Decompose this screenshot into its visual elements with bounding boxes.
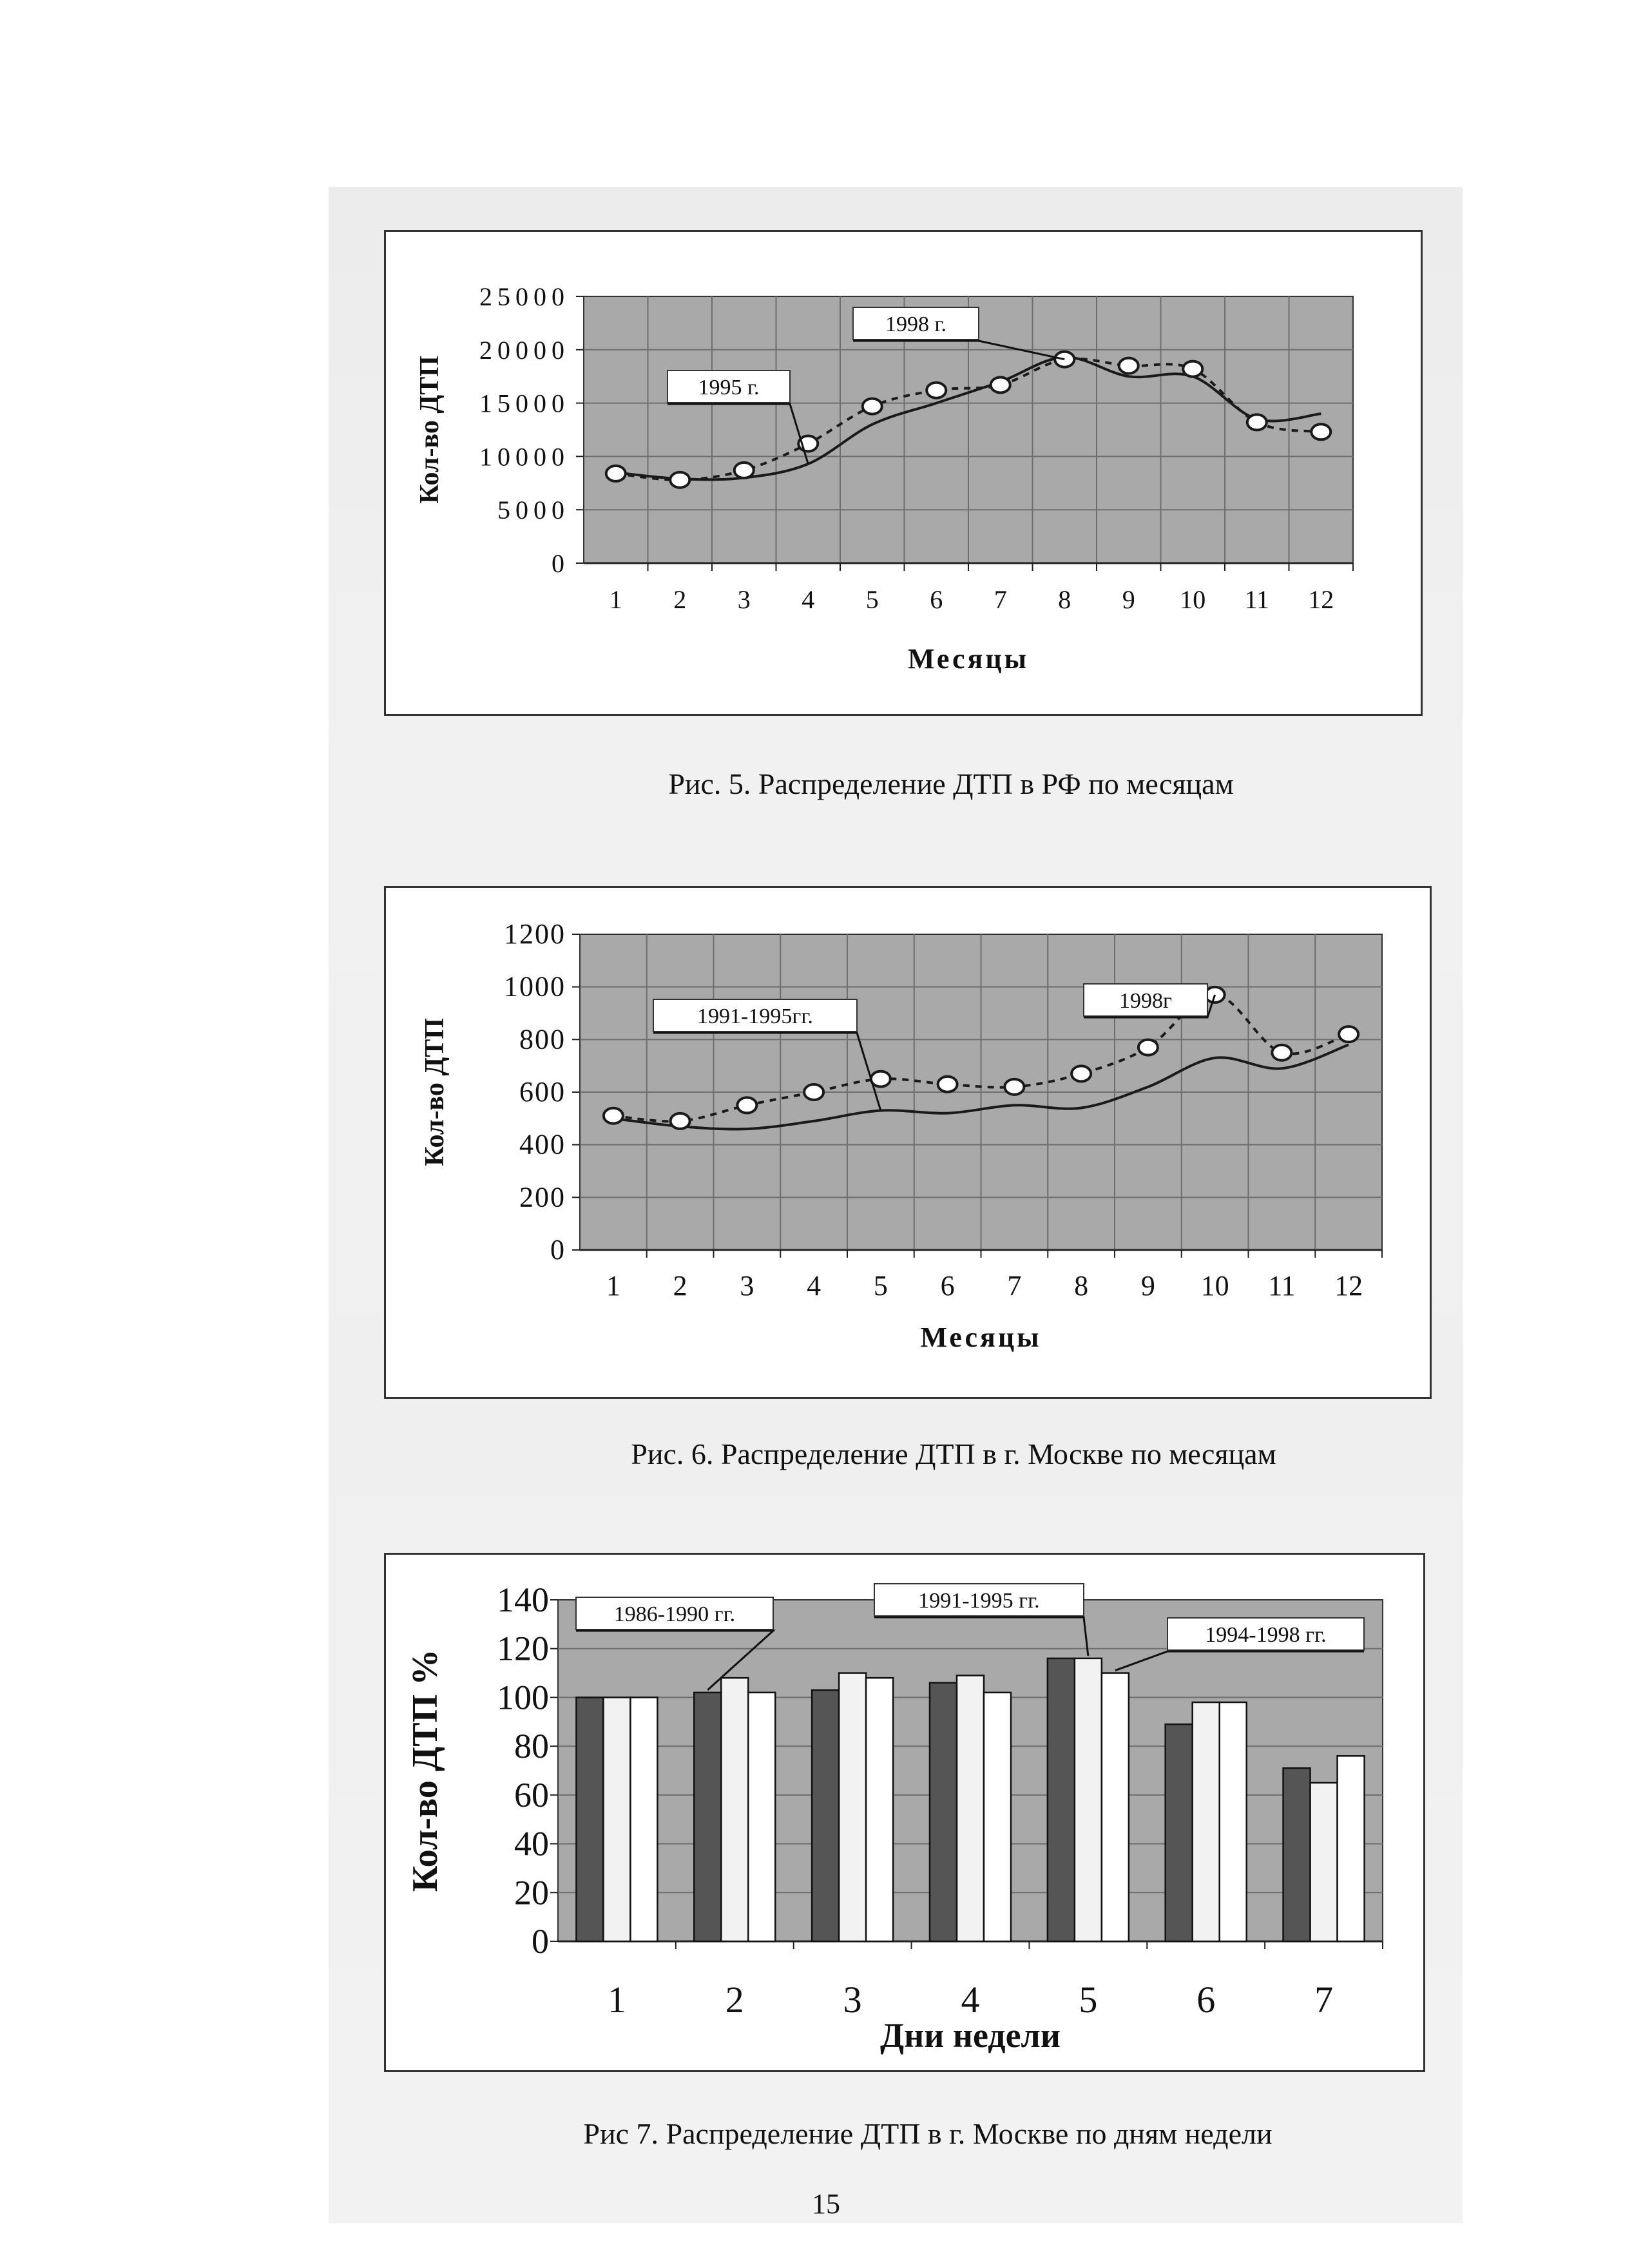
chart2-caption: Рис. 6. Распределение ДТП в г. Москве по месяцам xyxy=(631,1437,1276,1470)
c3-bar-s3 xyxy=(984,1693,1011,1941)
c3-xtick-label: 4 xyxy=(961,1979,980,2021)
c3-ytick-label: 20 xyxy=(514,1873,549,1912)
c1-xtick-label: 6 xyxy=(930,585,943,614)
c2-x-axis-title: Месяцы xyxy=(920,1321,1042,1353)
c1-data-point xyxy=(991,377,1010,392)
c3-bar-s3 xyxy=(866,1678,893,1941)
c3-bar-s1 xyxy=(812,1690,839,1941)
c3-xtick-label: 5 xyxy=(1079,1979,1098,2021)
c1-ytick-label: 10000 xyxy=(479,442,570,472)
c3-bar-s1 xyxy=(1283,1768,1311,1941)
c3-x-axis-title: Дни недели xyxy=(880,2016,1061,2055)
c3-bar-s1 xyxy=(930,1683,957,1941)
c2-legend-label-1: 1991-1995гг. xyxy=(697,1004,813,1028)
c1-legend-label-1: 1995 г. xyxy=(698,376,760,399)
c1-xtick-label: 1 xyxy=(609,585,622,614)
c1-xtick-label: 12 xyxy=(1308,585,1334,614)
c3-xtick-label: 7 xyxy=(1314,1979,1334,2021)
c1-data-point xyxy=(606,466,626,481)
c1-y-axis-title: Кол-во ДТП xyxy=(415,356,445,504)
c2-data-point xyxy=(1071,1066,1091,1081)
c3-bar-s3 xyxy=(1220,1702,1247,1941)
c2-ytick-label: 0 xyxy=(550,1234,566,1265)
c3-bar-s3 xyxy=(1338,1756,1365,1941)
c2-data-point xyxy=(737,1097,756,1113)
c3-xtick-label: 3 xyxy=(843,1979,862,2021)
c1-data-point xyxy=(1183,361,1202,377)
c3-legend-label-3: 1994-1998 гг. xyxy=(1205,1623,1327,1647)
chart-moscow-by-weekday xyxy=(384,1553,1421,2068)
c2-xtick-label: 7 xyxy=(1007,1270,1022,1302)
c1-x-axis-title: Месяцы xyxy=(907,643,1030,675)
c2-ytick-label: 400 xyxy=(519,1128,566,1160)
c3-bar-s2 xyxy=(957,1675,984,1941)
c3-ytick-label: 40 xyxy=(514,1824,549,1863)
c3-legend-label-1: 1986-1990 гг. xyxy=(613,1602,736,1626)
c3-legend-label-2: 1991-1995 гг. xyxy=(918,1589,1040,1613)
c2-data-point xyxy=(938,1077,957,1092)
c2-data-point xyxy=(604,1108,623,1124)
c1-xtick-label: 10 xyxy=(1180,585,1206,614)
c3-ytick-label: 60 xyxy=(514,1775,549,1814)
c1-ytick-label: 25000 xyxy=(479,282,570,311)
c3-bar-s3 xyxy=(1102,1673,1129,1941)
c3-bar-s1 xyxy=(1166,1724,1193,1941)
c2-ytick-label: 1000 xyxy=(504,970,566,1003)
page-number: 15 xyxy=(812,2188,840,2220)
c1-data-point xyxy=(927,383,946,398)
c3-ytick-label: 120 xyxy=(497,1629,549,1668)
c1-ytick-label: 0 xyxy=(552,549,570,578)
c3-bar-s1 xyxy=(576,1697,603,1941)
c3-xtick-label: 6 xyxy=(1196,1979,1216,2021)
c2-data-point xyxy=(871,1072,890,1087)
c3-y-axis-title: Кол-во ДТП % xyxy=(405,1649,445,1892)
c1-legend-label-2: 1998 г. xyxy=(885,312,947,336)
c1-xtick-label: 4 xyxy=(802,585,815,614)
c3-bar-s2 xyxy=(839,1673,866,1941)
c2-data-point xyxy=(1272,1045,1291,1061)
c2-ytick-label: 800 xyxy=(519,1023,566,1055)
c3-bar-s2 xyxy=(1075,1658,1102,1941)
c1-data-point xyxy=(735,463,754,478)
c1-xtick-label: 2 xyxy=(673,585,687,614)
c3-ytick-label: 140 xyxy=(497,1581,549,1619)
c1-data-point xyxy=(1311,424,1330,439)
c3-bar-s2 xyxy=(721,1678,748,1941)
c2-xtick-label: 4 xyxy=(807,1270,821,1302)
c1-xtick-label: 9 xyxy=(1122,585,1135,614)
c3-bar-s3 xyxy=(630,1697,657,1941)
c2-ytick-label: 600 xyxy=(519,1076,566,1108)
c1-data-point xyxy=(1119,358,1138,374)
c2-xtick-label: 2 xyxy=(673,1270,687,1302)
c2-data-point xyxy=(804,1084,823,1100)
c1-data-point xyxy=(1247,414,1267,430)
c2-legend-label-2: 1998г xyxy=(1119,989,1172,1013)
c1-ytick-label: 5000 xyxy=(497,495,570,525)
c2-data-point xyxy=(1004,1079,1024,1095)
c3-bar-s2 xyxy=(603,1697,630,1941)
c2-data-point xyxy=(1138,1040,1158,1055)
c2-xtick-label: 11 xyxy=(1268,1270,1296,1302)
chart-moscow-by-month xyxy=(384,886,1428,1395)
c2-xtick-label: 3 xyxy=(740,1270,754,1302)
c1-data-point xyxy=(863,399,882,414)
c2-y-axis-title: Кол-во ДТП xyxy=(420,1018,450,1166)
c1-xtick-label: 5 xyxy=(865,585,879,614)
chart-rf-by-month xyxy=(384,230,1419,712)
c3-bar-s1 xyxy=(694,1693,721,1941)
c2-data-point xyxy=(1205,987,1225,1003)
c1-data-point xyxy=(670,472,689,488)
c3-xtick-label: 2 xyxy=(725,1979,744,2021)
c2-xtick-label: 9 xyxy=(1140,1270,1155,1302)
c1-xtick-label: 8 xyxy=(1058,585,1071,614)
c3-bar-s1 xyxy=(1048,1658,1075,1941)
c1-xtick-label: 11 xyxy=(1244,585,1270,614)
c3-bar-s2 xyxy=(1311,1783,1338,1941)
c1-xtick-label: 7 xyxy=(994,585,1007,614)
c3-ytick-label: 100 xyxy=(497,1678,549,1717)
c1-ytick-label: 20000 xyxy=(479,335,570,365)
c3-xtick-label: 1 xyxy=(607,1979,626,2021)
c2-xtick-label: 12 xyxy=(1334,1270,1363,1302)
c2-xtick-label: 6 xyxy=(940,1270,955,1302)
c2-data-point xyxy=(671,1113,690,1129)
c3-ytick-label: 80 xyxy=(514,1727,549,1766)
c1-xtick-label: 3 xyxy=(737,585,751,614)
c2-xtick-label: 8 xyxy=(1074,1270,1089,1302)
c3-bar-s3 xyxy=(748,1693,775,1941)
c2-ytick-label: 200 xyxy=(519,1181,566,1213)
c2-xtick-label: 1 xyxy=(606,1270,620,1302)
c2-xtick-label: 10 xyxy=(1200,1270,1229,1302)
chart1-caption: Рис. 5. Распределение ДТП в РФ по месяцам xyxy=(668,767,1234,800)
chart3-caption: Рис 7. Распределение ДТП в г. Москве по дням недели xyxy=(583,2117,1273,2150)
c3-bar-s2 xyxy=(1193,1702,1220,1941)
c3-ytick-label: 0 xyxy=(532,1922,549,1961)
c2-ytick-label: 1200 xyxy=(504,918,566,950)
c1-ytick-label: 15000 xyxy=(479,389,570,418)
c2-data-point xyxy=(1339,1026,1358,1042)
c2-xtick-label: 5 xyxy=(873,1270,888,1302)
